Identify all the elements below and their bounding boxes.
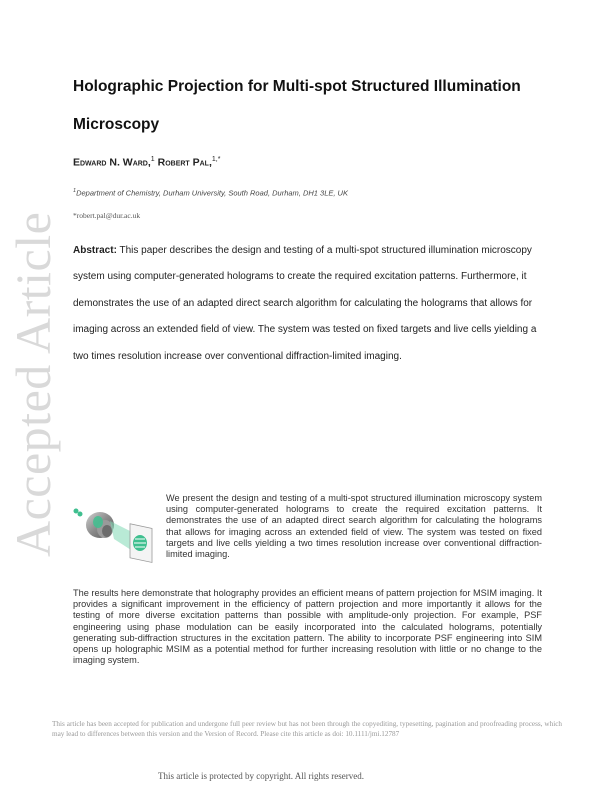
- lens-spot-icon: [93, 516, 103, 528]
- author-affiliation-mark: 1: [150, 156, 155, 163]
- author-affiliation-mark: 1,*: [211, 156, 221, 163]
- affiliation-mark: 1: [73, 188, 77, 194]
- graphical-abstract-illustration: [70, 495, 165, 580]
- author-list: [73, 156, 220, 169]
- summary-paragraph-1: We present the design and testing of a multi-spot structured illumination microscopy system using computer-generated holograms to create the required excitation patterns. It demonstrates the use of an adapted direct search algorithm for calculating the holograms that allows for imaging across an extended field of view. The system was tested on fixed targets and live cells yielding a two times resolution increase over conventional diffraction-limited imaging.: [166, 493, 542, 560]
- hologram-spot-icon: [133, 535, 147, 551]
- accepted-article-watermark: Accepted Article: [5, 211, 61, 557]
- affiliation: [73, 188, 348, 198]
- beam-dots: [74, 509, 83, 517]
- author-name: Edward N. Ward,: [73, 156, 151, 169]
- abstract-text: This paper describes the design and testing of a multi-spot structured illumination microscopy system using computer-generated holograms to create the required excitation patterns. Furthermore, it demonstrates the use of an adapted direct search algorithm for calculating the holograms that allows for imaging across an extended field of view. The system was tested on fixed targets and live cells yielding a two times resolution increase over conventional diffraction-limited imaging.: [73, 245, 537, 362]
- summary-paragraph-2: The results here demonstrate that holography provides an efficient means of pattern projection for MSIM imaging. It provides a significant improvement in the efficiency of pattern projection and more importantly it allows for the testing of more diverse excitation patterns than possible with amplitude-only projection. For example, PSF engineering using phase modulation can be easily incorporated into the calculated holograms, potentially generating sub-diffraction structures in the excitation pattern. The ability to incorporate PSF engineering into SIM opens up holographic MSIM as a potential method for further increasing resolution with little or no change to the imaging system.: [73, 588, 542, 666]
- accepted-disclaimer: This article has been accepted for publication and undergone full peer review but has not been through the copyediting, typesetting, pagination and proofreading process, which may lead to differences between this version and the Version of Record. Please cite this article as doi: 10.1111/jmi.12787: [52, 720, 562, 738]
- affiliation-text: Department of Chemistry, Durham University, South Road, Durham, DH1 3LE, UK: [76, 188, 348, 198]
- paper-title: Holographic Projection for Multi-spot Structured Illumination Microscopy: [73, 78, 521, 133]
- corresponding-email: *robert.pal@dur.ac.uk: [73, 211, 141, 220]
- author-name: Robert Pal,: [157, 156, 212, 169]
- copyright-notice: This article is protected by copyright. All rights reserved.: [158, 771, 364, 781]
- abstract: [73, 238, 543, 370]
- abstract-label: Abstract:: [73, 245, 117, 256]
